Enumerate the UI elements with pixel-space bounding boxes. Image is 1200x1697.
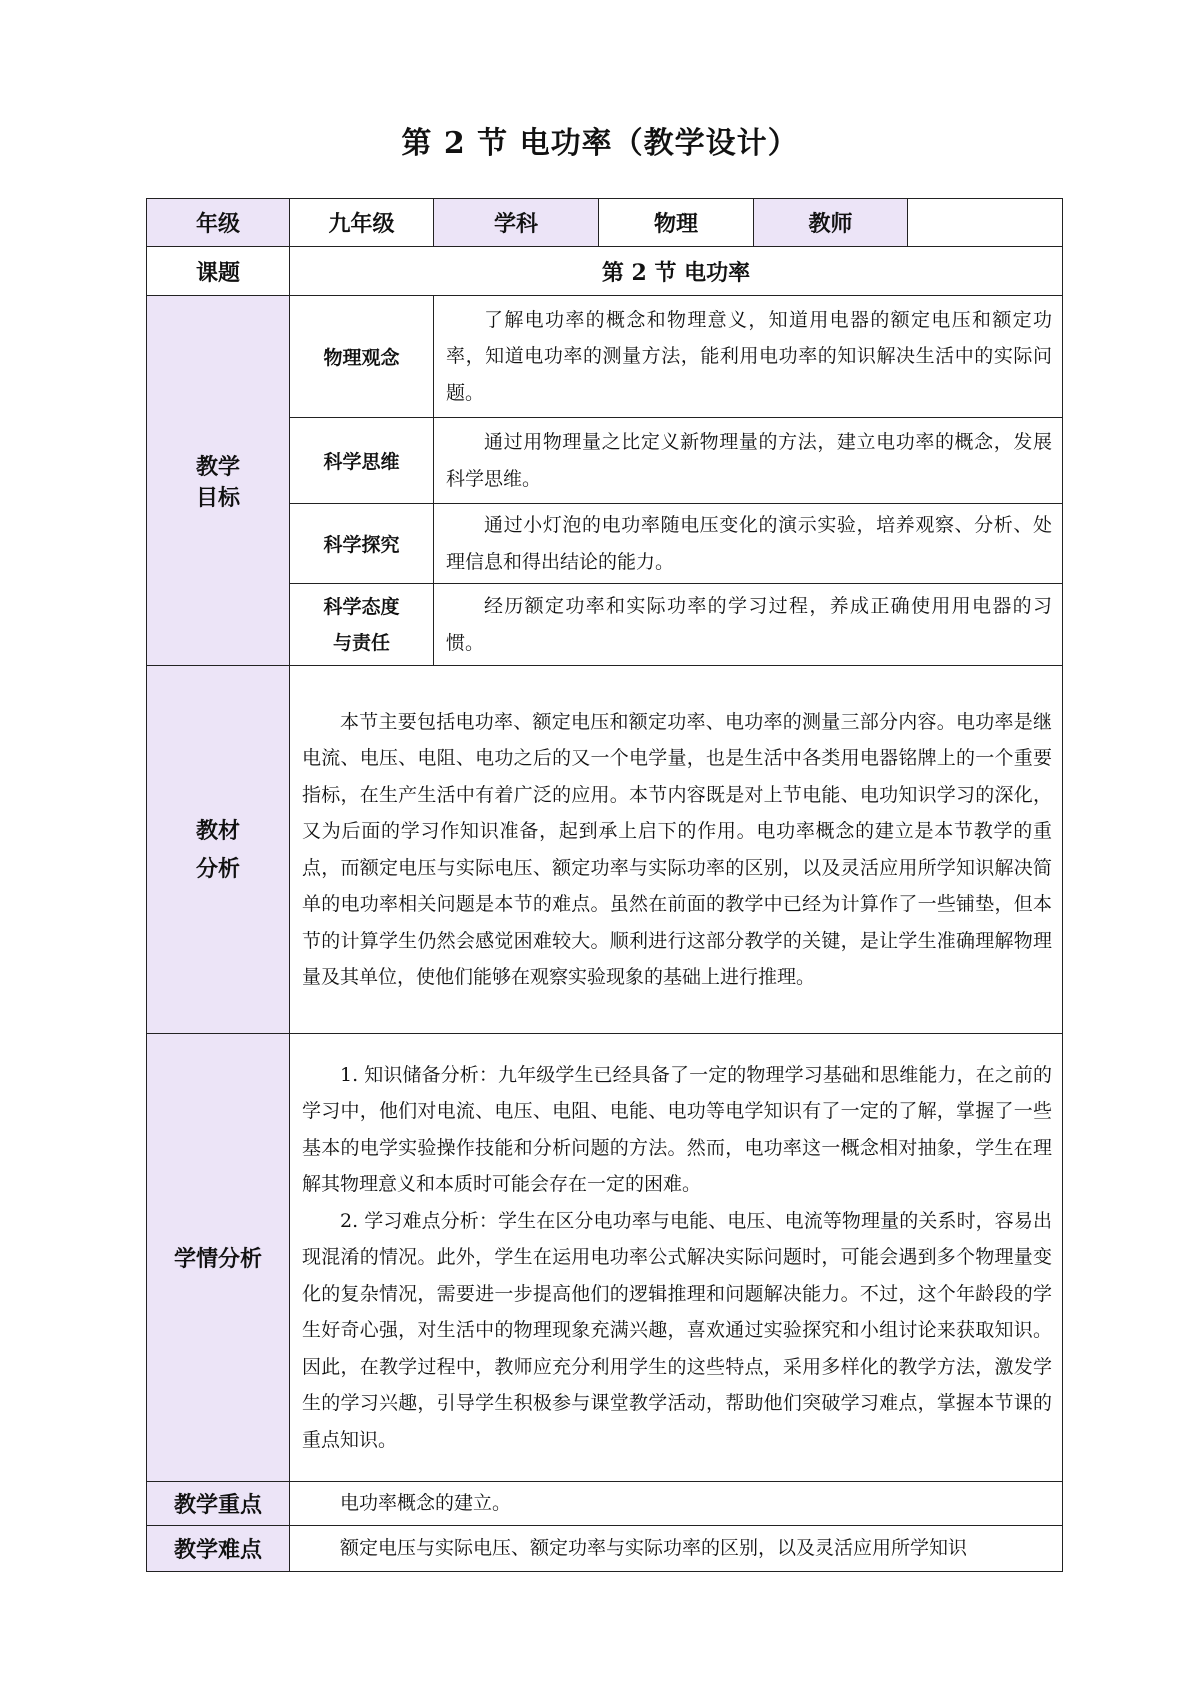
lesson-plan-table bbox=[146, 198, 1063, 1572]
subject-value: 物理 bbox=[599, 199, 754, 247]
teacher-label: 教师 bbox=[754, 199, 908, 247]
objective-label-scientific-thinking: 科学思维 bbox=[290, 418, 434, 504]
textbook-analysis-label: 教材 分析 bbox=[147, 666, 290, 1034]
learner-analysis-label: 学情分析 bbox=[147, 1034, 290, 1482]
objective-row bbox=[147, 296, 1063, 418]
objective-text-attitude: 经历额定功率和实际功率的学习过程，养成正确使用用电器的习惯。 bbox=[434, 584, 1063, 666]
topic-label: 课题 bbox=[147, 247, 290, 296]
difficulty-label: 教学难点 bbox=[147, 1526, 290, 1572]
objective-text-physics-concept: 了解电功率的概念和物理意义，知道用电器的额定电压和额定功率，知道电功率的测量方法，能利用电功率的知识解决生活中的实际问题。 bbox=[434, 296, 1063, 418]
page-title: 第 2 节 电功率（教学设计） bbox=[401, 126, 799, 161]
grade-value: 九年级 bbox=[290, 199, 434, 247]
learner-analysis-text bbox=[290, 1034, 1063, 1482]
objectives-label: 教学 目标 bbox=[147, 296, 290, 666]
textbook-analysis-row bbox=[147, 666, 1063, 1034]
key-point-row bbox=[147, 1482, 1063, 1526]
objective-text-scientific-thinking: 通过用物理量之比定义新物理量的方法，建立电功率的概念，发展科学思维。 bbox=[434, 418, 1063, 504]
difficulty-row bbox=[147, 1526, 1063, 1572]
objective-label-physics-concept: 物理观念 bbox=[290, 296, 434, 418]
objective-text-scientific-inquiry: 通过小灯泡的电功率随电压变化的演示实验，培养观察、分析、处理信息和得出结论的能力。 bbox=[434, 504, 1063, 584]
teacher-value bbox=[908, 199, 1063, 247]
subject-label: 学科 bbox=[434, 199, 599, 247]
textbook-analysis-text: 本节主要包括电功率、额定电压和额定功率、电功率的测量三部分内容。电功率是继电流、电压、电阻、电功之后的又一个电学量，也是生活中各类用电器铭牌上的一个重要指标，在生产生活中有着广泛的应用。本节内容既是对上节电能、电功知识学习的深化，又为后面的学习作知识准备，起到承上启下的作用。电功率概念的建立是本节教学的重点，而额定电压与实际电压、额定功率与实际功率的区别，以及灵活应用所学知识解决简单的电功率相关问题是本节的难点。虽然在前面的教学中已经为计算作了一些铺垫，但本节的计算学生仍然会感觉困难较大。顺利进行这部分教学的关键，是让学生准确理解物理量及其单位，使他们能够在观察实验现象的基础上进行推理。 bbox=[290, 666, 1063, 1034]
learner-analysis-row bbox=[147, 1034, 1063, 1482]
objective-label-attitude: 科学态度 与责任 bbox=[290, 584, 434, 666]
learner-analysis-paragraph: 2. 学习难点分析：学生在区分电功率与电能、电压、电流等物理量的关系时，容易出现混淆的情况。此外，学生在运用电功率公式解决实际问题时，可能会遇到多个物理量变化的复杂情况，需要进一步提高他们的逻辑推理和问题解决能力。不过，这个年龄段的学生好奇心强，对生活中的物理现象充满兴趣，喜欢通过实验探究和小组讨论来获取知识。因此，在教学过程中，教师应充分利用学生的这些特点，采用多样化的教学方法，激发学生的学习兴趣，引导学生积极参与课堂教学活动，帮助他们突破学习难点，掌握本节课的重点知识。 bbox=[302, 1209, 1052, 1451]
topic-value: 第 2 节 电功率 bbox=[290, 247, 1063, 296]
grade-label: 年级 bbox=[147, 199, 290, 247]
objective-label-scientific-inquiry: 科学探究 bbox=[290, 504, 434, 584]
topic-row bbox=[147, 247, 1063, 296]
learner-analysis-paragraph: 1. 知识储备分析：九年级学生已经具备了一定的物理学习基础和思维能力，在之前的学习中，他们对电流、电压、电阻、电能、电功等电学知识有了一定的了解，掌握了一些基本的电学实验操作技能和分析问题的方法。然而，电功率这一概念相对抽象，学生在理解其物理意义和本质时可能会存在一定的困难。 bbox=[302, 1063, 1052, 1196]
difficulty-text: 额定电压与实际电压、额定功率与实际功率的区别，以及灵活应用所学知识 bbox=[290, 1526, 1063, 1572]
key-point-label: 教学重点 bbox=[147, 1482, 290, 1526]
header-row bbox=[147, 199, 1063, 247]
key-point-text: 电功率概念的建立。 bbox=[290, 1482, 1063, 1526]
